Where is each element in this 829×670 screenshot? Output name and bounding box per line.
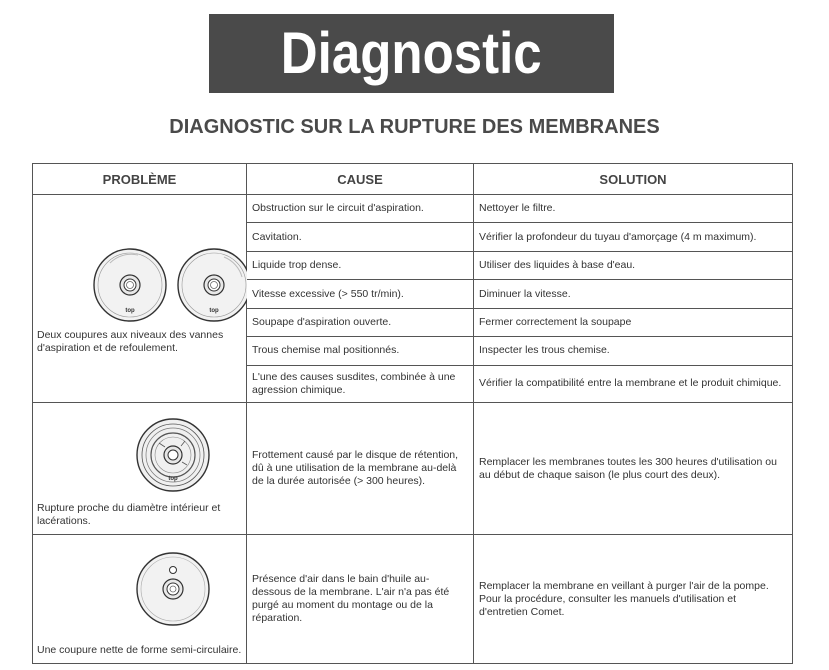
solution-cell: Fermer correctement la soupape [474,308,793,336]
solution-cell: Remplacer les membranes toutes les 300 heures d'utilisation ou au début de chaque saison (le plus court des deux). [474,403,793,535]
membrane-label-right: top [209,308,219,314]
table-row [33,535,793,664]
diagnostic-table [32,163,793,664]
problem-text-2: Rupture proche du diamètre intérieur et lacérations. [37,502,221,527]
title-banner [209,14,614,93]
membrane-label-worn: top [168,476,178,482]
cause-cell: Liquide trop dense. [247,251,474,279]
header-row [33,164,793,195]
membrane-disc-worn [137,419,209,491]
page-title: Diagnostic [281,21,542,86]
membrane-illustration-worn [33,415,247,495]
cause-cell: L'une des causes susdites, combinée à une agression chimique. [247,365,474,402]
problem-text-3: Une coupure nette de forme semi-circulaire. [37,644,242,656]
cause-cell: Vitesse excessive (> 550 tr/min). [247,280,474,308]
header-problem: PROBLÈME [33,164,247,195]
header-solution: SOLUTION [474,164,793,195]
problem-cell-3 [33,535,247,664]
header-cause: CAUSE [247,164,474,195]
problem-cell-1 [33,195,247,403]
membrane-illustration-double [33,243,247,343]
solution-cell: Diminuer la vitesse. [474,280,793,308]
membrane-disc-cut [137,553,209,625]
cause-cell: Frottement causé par le disque de rétention, dû à une utilisation de la membrane au-delà de la durée autorisée (> 300 heures). [247,403,474,535]
problem-text-1: Deux coupures aux niveaux des vannes d'aspiration et de refoulement. [37,329,224,354]
membrane-disc-right [178,249,247,321]
solution-cell: Vérifier la compatibilité entre la membrane et le produit chimique. [474,365,793,402]
membrane-label-left: top [125,308,135,314]
table-row [33,403,793,535]
table-row [33,195,793,223]
membrane-illustration-cut [33,549,247,629]
cause-cell: Obstruction sur le circuit d'aspiration. [247,195,474,223]
problem-cell-2 [33,403,247,535]
solution-cell: Utiliser des liquides à base d'eau. [474,251,793,279]
cause-cell: Présence d'air dans le bain d'huile au-dessous de la membrane. L'air n'a pas été purgé au moment du montage ou de la réparation. [247,535,474,664]
cause-cell: Cavitation. [247,223,474,251]
solution-cell: Vérifier la profondeur du tuyau d'amorçage (4 m maximum). [474,223,793,251]
solution-cell: Inspecter les trous chemise. [474,337,793,365]
solution-cell: Nettoyer le filtre. [474,195,793,223]
membrane-disc-left [94,249,166,321]
cause-cell: Soupape d'aspiration ouverte. [247,308,474,336]
cause-cell: Trous chemise mal positionnés. [247,337,474,365]
section-subtitle: DIAGNOSTIC SUR LA RUPTURE DES MEMBRANES [169,116,660,138]
solution-cell: Remplacer la membrane en veillant à purger l'air de la pompe. Pour la procédure, consulter les manuels d'utilisation et d'entretien Comet. [474,535,793,664]
